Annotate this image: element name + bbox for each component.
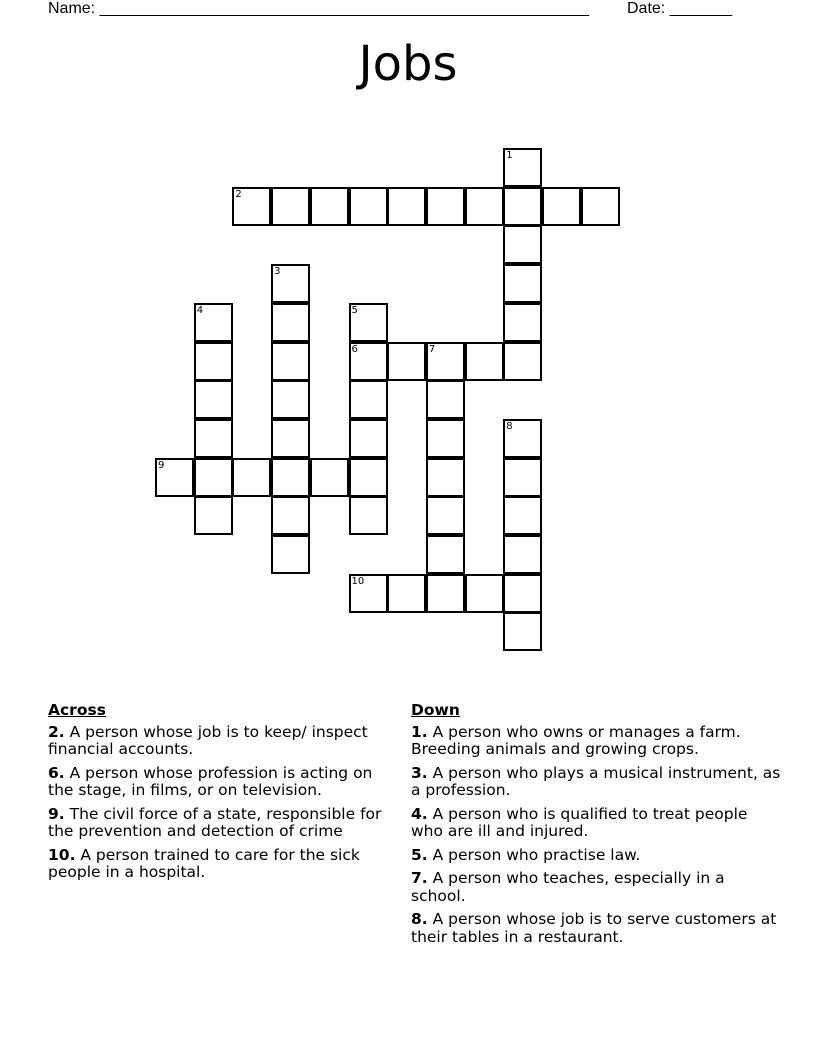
clue-text: A person whose job is to serve customers at their tables in a restaurant. — [411, 910, 777, 946]
grid-cell[interactable] — [271, 419, 310, 458]
clue-text: A person trained to care for the sick people in a hospital. — [48, 845, 360, 881]
clue-number: 7. — [411, 869, 428, 887]
grid-cell[interactable] — [387, 574, 426, 613]
grid-cell[interactable] — [503, 419, 542, 458]
cell-number: 4 — [196, 304, 204, 316]
clue-text: A person who is qualified to treat people who are ill and injured. — [411, 804, 748, 840]
grid-cell[interactable] — [194, 496, 233, 535]
clue-across-2 — [48, 724, 398, 759]
clue-down-7 — [411, 870, 781, 905]
grid-cell[interactable] — [503, 458, 542, 497]
clue-number: 6. — [48, 763, 65, 782]
grid-cell[interactable] — [194, 458, 233, 497]
grid-cell[interactable] — [426, 496, 465, 535]
grid-cell[interactable] — [581, 187, 620, 226]
grid-cell[interactable] — [271, 303, 310, 342]
grid-cell[interactable] — [232, 187, 271, 226]
cell-number: 7 — [428, 343, 436, 355]
clue-text: The civil force of a state, responsible for the prevention and detection of crime — [48, 804, 382, 840]
clue-across-6 — [48, 765, 398, 800]
grid-cell[interactable] — [194, 303, 233, 342]
down-heading: Down — [411, 701, 460, 719]
clue-across-9 — [48, 806, 398, 841]
clue-number: 5. — [411, 845, 428, 864]
grid-cell[interactable] — [349, 419, 388, 458]
grid-cell[interactable] — [271, 496, 310, 535]
grid-cell[interactable] — [503, 264, 542, 303]
grid-cell[interactable] — [349, 574, 388, 613]
grid-cell[interactable] — [503, 303, 542, 342]
clue-number: 10. — [48, 845, 76, 864]
clue-number: 2. — [48, 722, 65, 741]
date-field-label: Date: _______ — [627, 0, 732, 17]
grid-cell[interactable] — [310, 187, 349, 226]
grid-cell[interactable] — [426, 419, 465, 458]
cell-number: 9 — [158, 459, 165, 471]
grid-cell[interactable] — [194, 380, 233, 419]
clue-text: A person who plays a musical instrument, as a profession. — [411, 763, 781, 799]
grid-cell[interactable] — [503, 187, 542, 226]
grid-cell[interactable] — [349, 342, 388, 381]
clue-down-4 — [411, 806, 781, 841]
grid-cell[interactable] — [271, 535, 310, 574]
grid-cell[interactable] — [465, 574, 504, 613]
clue-text: A person who teaches, especially in a school. — [411, 869, 725, 905]
clue-text: A person who owns or manages a farm. Breeding animals and growing crops. — [411, 722, 741, 758]
grid-cell[interactable] — [349, 187, 388, 226]
grid-cell[interactable] — [426, 458, 465, 497]
grid-cell[interactable] — [503, 574, 542, 613]
clue-down-1 — [411, 724, 781, 759]
across-heading: Across — [48, 701, 106, 719]
grid-cell[interactable] — [503, 225, 542, 264]
grid-cell[interactable] — [426, 574, 465, 613]
grid-cell[interactable] — [542, 187, 581, 226]
name-field-label: Name: _______________________________________________________ — [48, 0, 589, 17]
grid-cell[interactable] — [349, 458, 388, 497]
grid-cell[interactable] — [503, 496, 542, 535]
clue-down-8 — [411, 911, 781, 946]
clue-down-3 — [411, 765, 781, 800]
cell-number: 3 — [274, 266, 281, 278]
grid-cell[interactable] — [349, 380, 388, 419]
grid-cell[interactable] — [271, 342, 310, 381]
clue-number: 3. — [411, 763, 428, 782]
cell-number: 10 — [351, 575, 365, 587]
grid-cell[interactable] — [155, 458, 194, 497]
clue-number: 4. — [411, 804, 428, 823]
grid-cell[interactable] — [271, 458, 310, 497]
grid-cell[interactable] — [271, 380, 310, 419]
grid-cell[interactable] — [387, 342, 426, 381]
grid-cell[interactable] — [349, 496, 388, 535]
grid-cell[interactable] — [503, 612, 542, 651]
grid-cell[interactable] — [271, 187, 310, 226]
clue-text: A person who practise law. — [432, 845, 641, 864]
grid-cell[interactable] — [310, 458, 349, 497]
grid-cell[interactable] — [465, 342, 504, 381]
cell-number: 6 — [351, 343, 358, 355]
grid-cell[interactable] — [426, 380, 465, 419]
cell-number: 1 — [506, 150, 513, 161]
grid-cell[interactable] — [426, 187, 465, 226]
clue-text: A person whose job is to keep/ inspect financial accounts. — [48, 722, 368, 758]
clue-number: 1. — [411, 722, 428, 741]
grid-cell[interactable] — [503, 535, 542, 574]
across-clues — [48, 702, 398, 888]
grid-cell[interactable] — [426, 535, 465, 574]
grid-cell[interactable] — [387, 187, 426, 226]
grid-cell[interactable] — [271, 264, 310, 303]
grid-cell[interactable] — [349, 303, 388, 342]
grid-cell[interactable] — [426, 342, 465, 381]
clue-text: A person whose profession is acting on the stage, in films, or on television. — [48, 763, 373, 799]
clue-number: 8. — [411, 910, 428, 928]
clue-down-5 — [411, 847, 781, 865]
clue-across-10 — [48, 847, 398, 882]
grid-cell[interactable] — [465, 187, 504, 226]
grid-cell[interactable] — [194, 419, 233, 458]
cell-number: 2 — [235, 188, 242, 200]
clue-number: 9. — [48, 804, 65, 823]
cell-number: 5 — [351, 304, 358, 316]
grid-cell[interactable] — [503, 148, 542, 187]
grid-cell[interactable] — [194, 342, 233, 381]
cell-number: 8 — [506, 420, 513, 432]
grid-cell[interactable] — [503, 342, 542, 381]
puzzle-title: Jobs — [358, 36, 458, 92]
grid-cell[interactable] — [232, 458, 271, 497]
down-clues — [411, 702, 781, 952]
